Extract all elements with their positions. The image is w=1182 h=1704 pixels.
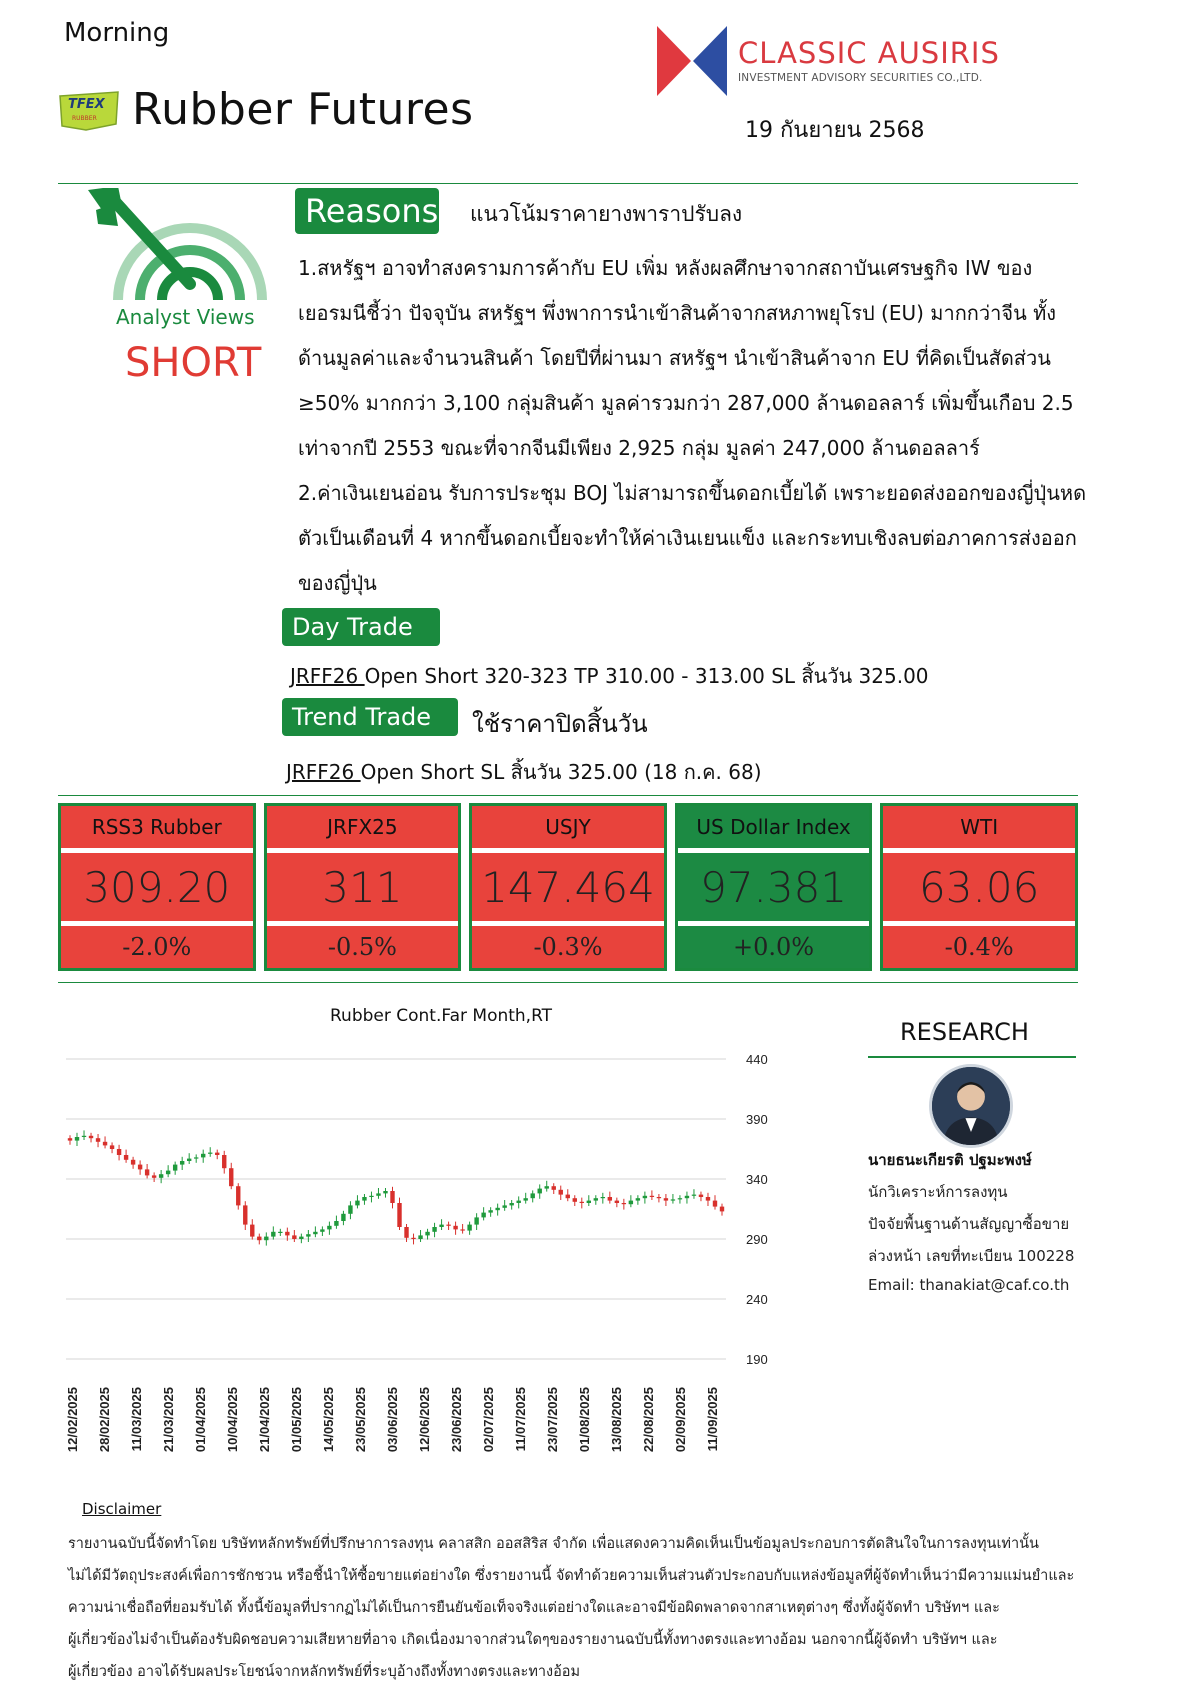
trend-trade-contract: JRFF26 <box>286 760 361 784</box>
candle-body <box>538 1189 542 1194</box>
x-tick-label: 13/08/2025 <box>609 1387 624 1453</box>
analyst-email[interactable]: Email: thanakiat@caf.co.th <box>868 1276 1070 1294</box>
y-tick-label: 290 <box>746 1232 768 1247</box>
research-heading: RESEARCH <box>900 1018 1029 1046</box>
candle-body <box>699 1195 703 1197</box>
candle-body <box>159 1174 163 1178</box>
candle-body <box>502 1205 506 1207</box>
candle-body <box>432 1227 436 1232</box>
market-box-wti <box>880 803 1078 971</box>
candle-body <box>615 1201 619 1203</box>
reason-line: ตัวเป็นเดือนที่ 4 หากขึ้นดอกเบี้ยจะทำให้ค่าเงินเยนแข็ง และกระทบเชิงลบต่อภาคการส่งออก <box>298 526 1077 550</box>
candle-body <box>313 1232 317 1234</box>
y-tick-label: 440 <box>746 1052 768 1067</box>
candle-body <box>250 1225 254 1237</box>
candle-body <box>692 1195 696 1196</box>
candle-body <box>215 1153 219 1155</box>
reasons-body <box>298 246 1158 606</box>
candle-body <box>566 1195 570 1199</box>
reason-line: เยอรมนีชี้ว่า ปัจจุบัน สหรัฐฯ พึ่งพาการนำเข้าสินค้าจากสหภาพยุโรป (EU) มากกว่าจีน ทั้ง <box>298 301 1057 325</box>
reason-line: 1.สหรัฐฯ อาจทำสงครามการค้ากับ EU เพิ่ม หลังผลศึกษาจากสถาบันเศรษฐกิจ IW ของ <box>298 256 1033 280</box>
candle-body <box>664 1198 668 1200</box>
candle-body <box>404 1227 408 1238</box>
candle-body <box>383 1191 387 1193</box>
reason-line: 2.ค่าเงินเยนอ่อน รับการประชุม BOJ ไม่สามารถขึ้นดอกเบี้ยได้ เพราะยอดส่งออกของญี่ปุ่นหด <box>298 481 1087 505</box>
candle-body <box>243 1205 247 1224</box>
candle-body <box>376 1193 380 1195</box>
report-session: Morning <box>64 18 170 48</box>
y-tick-label: 240 <box>746 1292 768 1307</box>
market-value: 311 <box>267 853 459 926</box>
x-tick-label: 10/04/2025 <box>225 1387 240 1453</box>
x-tick-label: 01/05/2025 <box>289 1387 304 1453</box>
market-name: WTI <box>883 806 1075 853</box>
candle-body <box>320 1229 324 1231</box>
candle-body <box>587 1201 591 1203</box>
market-change: -2.0% <box>61 926 253 968</box>
candle-body <box>208 1153 212 1154</box>
candle-body <box>180 1161 184 1165</box>
candle-body <box>418 1235 422 1239</box>
x-tick-label: 14/05/2025 <box>321 1387 336 1453</box>
candle-body <box>110 1145 114 1149</box>
x-tick-label: 23/06/2025 <box>449 1387 464 1453</box>
candle-body <box>720 1207 724 1212</box>
candle-body <box>552 1186 556 1190</box>
reasons-subtitle: แนวโน้มราคายางพาราปรับลง <box>470 202 743 226</box>
x-tick-label: 01/08/2025 <box>577 1387 592 1453</box>
divider <box>58 795 1078 796</box>
candle-body <box>488 1210 492 1212</box>
candle-body <box>68 1138 72 1140</box>
rubber-price-chart <box>58 995 858 1495</box>
divider <box>58 982 1078 983</box>
candle-body <box>643 1196 647 1198</box>
x-tick-label: 21/03/2025 <box>161 1387 176 1453</box>
candle-body <box>292 1235 296 1239</box>
candle-body <box>103 1142 107 1146</box>
candle-body <box>390 1191 394 1203</box>
candle-body <box>334 1221 338 1226</box>
candle-body <box>636 1198 640 1200</box>
x-tick-label: 11/09/2025 <box>705 1387 720 1452</box>
candle-body <box>194 1157 198 1158</box>
market-value: 309.20 <box>61 853 253 926</box>
candle-body <box>545 1186 549 1188</box>
candle-body <box>131 1160 135 1165</box>
x-tick-label: 11/03/2025 <box>129 1387 144 1452</box>
x-tick-label: 22/08/2025 <box>641 1387 656 1453</box>
market-change: +0.0% <box>678 926 870 968</box>
x-tick-label: 02/07/2025 <box>481 1387 496 1453</box>
market-change: -0.4% <box>883 926 1075 968</box>
trend-trade-text: Open Short SL สิ้นวัน 325.00 (18 ก.ค. 68) <box>360 760 762 784</box>
market-value: 147.464 <box>472 853 664 926</box>
candle-body <box>650 1196 654 1197</box>
candle-body <box>236 1186 240 1205</box>
candle-body <box>348 1205 352 1213</box>
candle-body <box>152 1175 156 1177</box>
candle-body <box>82 1136 86 1137</box>
trend-trade-note: ใช้ราคาปิดสิ้นวัน <box>472 710 648 738</box>
candle-body <box>257 1237 261 1241</box>
brand-name: CLASSIC AUSIRIS <box>738 36 1000 70</box>
candle-body <box>425 1232 429 1236</box>
x-tick-label: 11/07/2025 <box>513 1387 528 1452</box>
candle-body <box>124 1155 128 1160</box>
candle-body <box>355 1201 359 1206</box>
candle-body <box>145 1169 149 1175</box>
candle-body <box>166 1171 170 1175</box>
market-change: -0.5% <box>267 926 459 968</box>
candle-body <box>201 1154 205 1158</box>
candle-body <box>341 1214 345 1221</box>
candle-body <box>75 1137 79 1141</box>
candle-body <box>594 1198 598 1200</box>
candle-body <box>439 1225 443 1227</box>
candle-body <box>446 1225 450 1226</box>
x-tick-label: 01/04/2025 <box>193 1387 208 1453</box>
svg-text:TFEX: TFEX <box>68 97 105 112</box>
candle-body <box>608 1197 612 1201</box>
candle-body <box>362 1197 366 1201</box>
disclaimer-line: ความน่าเชื่อถือที่ยอมรับได้ ทั้งนี้ข้อมูลที่ปรากฏไม่ได้เป็นการยืนยันข้อเท็จจริงแต่อย่างใดและอาจมีข้อผิดพลาดจากสาเหตุต่างๆ ซึ่งทั้งผู้จัดทำ บริษัทฯ และ <box>68 1600 1000 1616</box>
candle-body <box>481 1213 485 1218</box>
x-tick-label: 12/02/2025 <box>65 1387 80 1453</box>
analyst-role: นักวิเคราะห์การลงทุน <box>868 1183 1008 1201</box>
candle-body <box>580 1202 584 1203</box>
candle-body <box>559 1190 563 1195</box>
candle-body <box>622 1203 626 1204</box>
x-tick-label: 21/04/2025 <box>257 1387 272 1453</box>
candle-body <box>657 1197 661 1198</box>
x-tick-label: 03/06/2025 <box>385 1387 400 1453</box>
y-tick-label: 190 <box>746 1352 768 1367</box>
disclaimer-line: ผู้เกี่ยวข้อง อาจได้รับผลประโยชน์จากหลักทรัพย์ที่ระบุอ้างถึงทั้งทางตรงและทางอ้อม <box>68 1664 581 1680</box>
disclaimer-line: ไม่ได้มีวัตถุประสงค์เพื่อการชักชวน หรือชี้นำให้ซื้อขายแต่อย่างใด ซึ่งรายงานนี้ จัดทำด้วยความเห็นส่วนตัวประกอบกับแหล่งข้อมูลที่ผู้จัดทำเห็นว่ามีความแม่นยำและ <box>68 1568 1075 1584</box>
analyst-license: ปัจจัยพื้นฐานด้านสัญญาซื้อขาย <box>868 1215 1070 1233</box>
x-tick-label: 23/05/2025 <box>353 1387 368 1453</box>
candle-body <box>173 1165 177 1171</box>
candle-body <box>138 1165 142 1170</box>
analyst-views-label: Analyst Views <box>116 305 255 329</box>
x-tick-label: 12/06/2025 <box>417 1387 432 1453</box>
candle-body <box>411 1238 415 1239</box>
candle-body <box>369 1196 373 1197</box>
candle-body <box>706 1197 710 1201</box>
market-value: 97.381 <box>678 853 870 926</box>
candle-body <box>685 1196 689 1198</box>
candle-body <box>299 1237 303 1239</box>
candle-body <box>523 1198 527 1200</box>
market-change: -0.3% <box>472 926 664 968</box>
tfex-rubber-logo <box>56 90 122 132</box>
disclaimer-heading: Disclaimer <box>82 1500 162 1518</box>
candle-body <box>264 1237 268 1241</box>
market-box-dxy <box>675 803 873 971</box>
market-name: RSS3 Rubber <box>61 806 253 853</box>
candle-body <box>629 1201 633 1205</box>
candle-body <box>117 1149 121 1155</box>
market-value: 63.06 <box>883 853 1075 926</box>
candle-body <box>601 1197 605 1198</box>
reason-line: ด้านมูลค่าและจำนวนสินค้า โดยปีที่ผ่านมา สหรัฐฯ นำเข้าสินค้าจาก EU ที่คิดเป็นสัดส่วน <box>298 346 1051 370</box>
report-date: 19 กันยายน 2568 <box>745 118 925 143</box>
candle-body <box>509 1203 513 1205</box>
candle-body <box>271 1232 275 1237</box>
candle-body <box>222 1155 226 1168</box>
trend-trade-heading: Trend Trade <box>282 698 458 736</box>
disclaimer-line: รายงานฉบับนี้จัดทำโดย บริษัทหลักทรัพย์ที่ปรึกษาการลงทุน คลาสสิก ออสสิริส จำกัด เพื่อแสดงความคิดเห็นเป็นข้อมูลประกอบการตัดสินใจในการลงทุนเท่านั้น <box>68 1536 1039 1552</box>
candle-body <box>467 1225 471 1231</box>
market-summary <box>58 803 1078 971</box>
research-divider <box>868 1056 1076 1058</box>
market-name: JRFX25 <box>267 806 459 853</box>
market-box-rss3 <box>58 803 256 971</box>
svg-text:RUBBER: RUBBER <box>72 115 97 122</box>
candle-body <box>516 1201 520 1203</box>
market-name: US Dollar Index <box>678 806 870 853</box>
reason-line: ของญี่ปุ่น <box>298 571 377 595</box>
analyst-license-number: ล่วงหน้า เลขที่ทะเบียน 100228 <box>868 1247 1075 1265</box>
chart-title: Rubber Cont.Far Month,RT <box>330 1006 553 1026</box>
candle-body <box>460 1229 464 1230</box>
y-tick-label: 390 <box>746 1112 768 1127</box>
divider <box>58 183 1078 184</box>
disclaimer-line: ผู้เกี่ยวข้องไม่จำเป็นต้องรับผิดชอบความเสียหายที่อาจ เกิดเนื่องมาจากส่วนใดๆของรายงานฉบับนี้ทั้งทางตรงและทางอ้อม นอกจากนี้ผู้จัดทำ บริษัทฯ และ <box>68 1632 998 1648</box>
market-name: USJY <box>472 806 664 853</box>
reason-line: ≥50% มากกว่า 3,100 กลุ่มสินค้า มูลค่ารวมกว่า 287,000 ล้านดอลลาร์ เพิ่มขึ้นเกือบ 2.5 <box>298 391 1074 415</box>
day-trade-text: Open Short 320-323 TP 310.00 - 313.00 SL สิ้นวัน 325.00 <box>364 664 929 688</box>
candle-body <box>285 1232 289 1236</box>
analyst-avatar <box>929 1064 1013 1148</box>
candle-body <box>327 1226 331 1230</box>
day-trade-signal <box>290 660 929 692</box>
candle-body <box>678 1198 682 1199</box>
disclaimer-body <box>68 1528 1098 1688</box>
candle-body <box>713 1201 717 1207</box>
x-tick-label: 28/02/2025 <box>97 1387 112 1453</box>
reasons-heading: Reasons <box>295 188 439 234</box>
candle-body <box>89 1136 93 1138</box>
candle-body <box>306 1234 310 1236</box>
y-tick-label: 340 <box>746 1172 768 1187</box>
market-box-jrfx25 <box>264 803 462 971</box>
candle-body <box>96 1138 100 1142</box>
x-tick-label: 23/07/2025 <box>545 1387 560 1453</box>
trend-trade-signal <box>286 756 762 788</box>
candle-body <box>671 1199 675 1200</box>
analyst-view-short: SHORT <box>125 340 262 386</box>
analyst-name: นายธนะเกียรติ ปฐมะพงษ์ <box>868 1151 1032 1169</box>
report-title: Rubber Futures <box>132 84 474 135</box>
classic-ausiris-logo <box>657 26 727 96</box>
candle-body <box>229 1168 233 1186</box>
candle-body <box>531 1193 535 1198</box>
day-trade-heading: Day Trade <box>282 608 440 646</box>
candle-body <box>278 1232 282 1233</box>
candle-body <box>187 1159 191 1161</box>
x-tick-label: 02/09/2025 <box>673 1387 688 1453</box>
candle-body <box>453 1226 457 1230</box>
brand-subtitle: INVESTMENT ADVISORY SECURITIES CO.,LTD. <box>738 72 983 84</box>
candle-body <box>474 1217 478 1224</box>
market-box-usjy <box>469 803 667 971</box>
candle-body <box>397 1203 401 1227</box>
reason-line: เท่าจากปี 2553 ขณะที่จากจีนมีเพียง 2,925 กลุ่ม มูลค่า 247,000 ล้านดอลลาร์ <box>298 436 980 460</box>
day-trade-contract: JRFF26 <box>290 664 365 688</box>
candle-body <box>573 1198 577 1202</box>
candle-body <box>495 1208 499 1210</box>
